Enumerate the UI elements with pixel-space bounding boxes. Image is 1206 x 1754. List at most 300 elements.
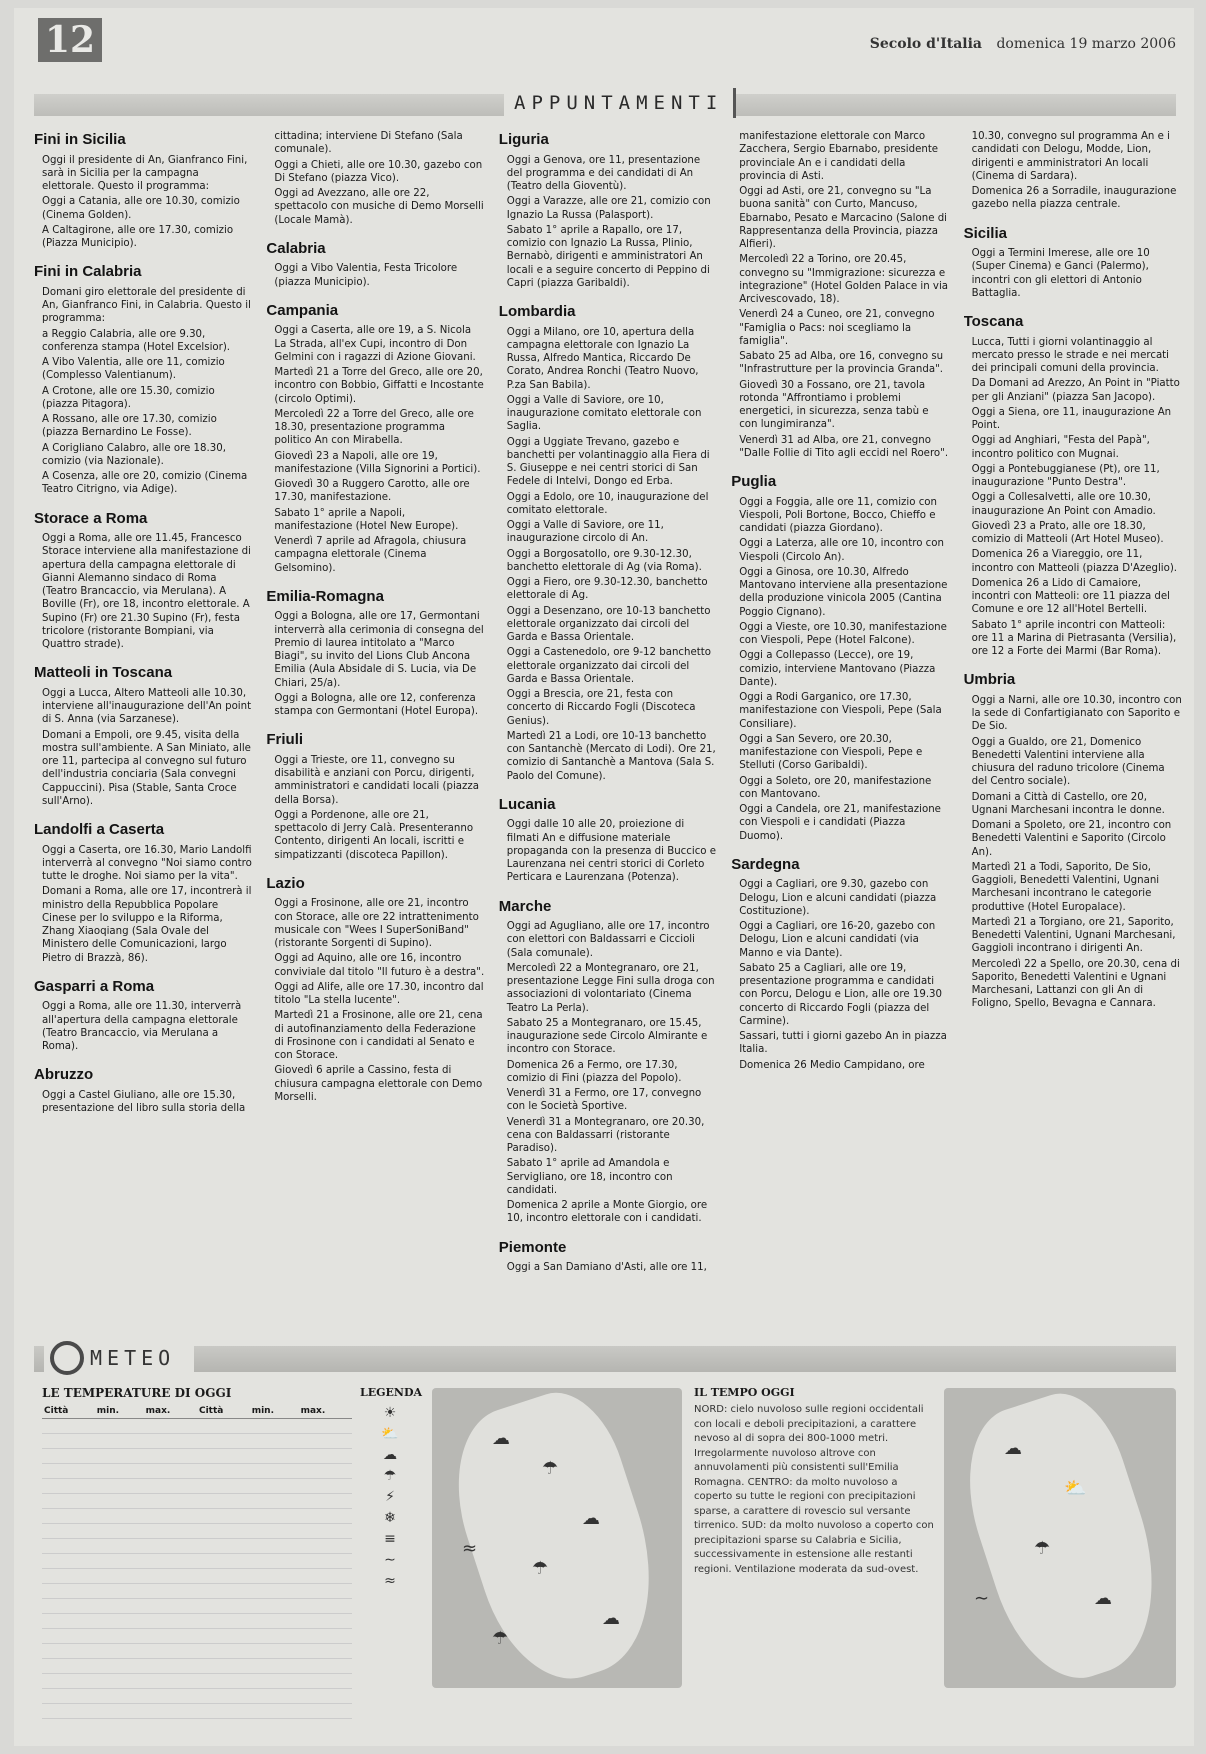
table-cell xyxy=(299,1509,352,1524)
appointment-text: Oggi a Pontebuggianese (Pt), ore 11, inaugurazione "Punto Destra". xyxy=(971,463,1160,488)
table-cell xyxy=(144,1599,197,1614)
appointment-text: Giovedì 23 a Napoli, alle ore 19, manifestazione (Villa Signorini a Portici). xyxy=(274,450,481,475)
table-row xyxy=(42,1479,352,1494)
page-number: 12 xyxy=(38,18,102,62)
table-cell xyxy=(95,1524,144,1539)
table-cell xyxy=(95,1539,144,1554)
table-cell xyxy=(250,1629,299,1644)
table-cell xyxy=(250,1509,299,1524)
appointment-text: Martedì 21 a Torgiano, ore 21, Saporito, Benedetti Valentini, Ugnani Marchesani, Gaggioli incontrano i dirigenti An. xyxy=(971,916,1176,955)
rain-icon: ☂ xyxy=(492,1628,509,1649)
appointment-block xyxy=(499,795,717,885)
table-cell xyxy=(42,1539,95,1554)
table-row xyxy=(42,1524,352,1539)
table-cell xyxy=(299,1569,352,1584)
cloud-icon: ☁ xyxy=(602,1608,620,1629)
appointment-text: Domenica 2 aprile a Monte Giorgio, ore 10, incontro elettorale con i candidati. xyxy=(506,1200,708,1225)
table-cell xyxy=(144,1584,197,1599)
section-title: APPUNTAMENTI xyxy=(504,88,736,118)
appointment-text: A Vibo Valentia, alle ore 11, comizio (Complesso Valentianum). xyxy=(42,357,225,382)
table-cell xyxy=(42,1704,95,1719)
appointment-text: Venerdì 24 a Cuneo, ore 21, convegno "Famiglia o Pacs: noi scegliamo la famiglia". xyxy=(739,309,935,347)
table-cell xyxy=(95,1644,144,1659)
table-cell xyxy=(42,1629,95,1644)
sun-icon: ☀ xyxy=(383,1405,397,1421)
appointment-text: Oggi ad Agugliano, alle ore 17, incontro con elettori con Baldassarri e Ciccioli (Sala comunale). xyxy=(506,921,710,959)
table-cell xyxy=(299,1464,352,1479)
table-cell xyxy=(144,1674,197,1689)
appointment-text: Oggi a Varazze, alle ore 21, comizio con Ignazio La Russa (Palasport). xyxy=(506,196,711,221)
paper-name: Secolo d'Italia xyxy=(869,36,982,52)
sea-rough-icon: ≈ xyxy=(462,1538,478,1559)
appointment-text: Oggi ad Asti, ore 21, convegno su "La buona sanità" con Curto, Mancuso, Ebarnabo, Pesato e Marcacino (Salone di Rappresentanza della Provincia, piazza Alfieri). xyxy=(739,186,947,250)
appointment-text: Oggi a Genova, ore 11, presentazione del programma e dei candidati di An (Teatro della Gioventù). xyxy=(506,154,701,192)
appointment-text: Oggi a Roma, alle ore 11.45, Francesco Storace interviene alla manifestazione di apertura della campagna elettorale di Gianni Alemanno sindaco di Roma (Teatro Brancaccio, via Merulana). A Boville (Fr), ore 18, incontro elettorale. A Supino (Fr) ore 21.30 Supino (Fr), festa tricolore (ristorante Bompiani, via Quattro strade). xyxy=(42,533,251,650)
table-cell xyxy=(42,1599,95,1614)
cloud-icon: ☁ xyxy=(1094,1588,1112,1609)
appointment-text: Sabato 1° aprile ad Amandola e Servigliano, ore 18, incontro con candidati. xyxy=(506,1158,673,1196)
table-cell xyxy=(42,1674,95,1689)
table-cell xyxy=(144,1614,197,1629)
table-cell xyxy=(250,1419,299,1434)
table-cell xyxy=(299,1599,352,1614)
block-heading: Sardegna xyxy=(731,855,800,873)
table-cell xyxy=(144,1704,197,1719)
temps-body xyxy=(42,1419,352,1719)
table-row xyxy=(42,1554,352,1569)
table-cell xyxy=(250,1584,299,1599)
appointment-text: Giovedì 6 aprile a Cassino, festa di chiusura campagna elettorale con Demo Morselli. xyxy=(274,1065,483,1103)
table-cell xyxy=(144,1554,197,1569)
block-heading: Lucania xyxy=(498,795,556,813)
issue-date: domenica 19 marzo 2006 xyxy=(996,36,1176,52)
snow-icon: ❄ xyxy=(384,1510,396,1526)
table-cell xyxy=(95,1659,144,1674)
table-cell xyxy=(144,1434,197,1449)
appointment-block xyxy=(499,1238,717,1275)
table-row xyxy=(42,1704,352,1719)
appointment-text: Domenica 26 a Sorradile, inaugurazione gazebo nella piazza centrale. xyxy=(971,186,1177,211)
appointment-text: Domenica 26 a Lido di Camaiore, incontri con Matteoli: ore 11 piazza del Comune e ore 12 all'Hotel Bertelli. xyxy=(971,577,1170,616)
appointment-text: Oggi a Borgosatollo, ore 9.30-12.30, banchetto elettorale di Ag (via Roma). xyxy=(506,548,702,573)
legend-item xyxy=(360,1468,420,1484)
block-heading: Landolfi a Caserta xyxy=(34,821,165,838)
appointment-text: Lucca, Tutti i giorni volantinaggio al mercato presso le strade e nei mercati dei principali comuni della provincia. xyxy=(971,336,1170,374)
appointment-text: Domenica 26 a Fermo, ore 17.30, comizio di Fini (piazza del Popolo). xyxy=(506,1059,682,1084)
appointment-text: Oggi a Narni, alle ore 10.30, incontro con la sede di Confartigianato con Saporito e De Sio. xyxy=(971,694,1182,733)
weather-map-tomorrow xyxy=(944,1388,1176,1688)
table-cell xyxy=(95,1419,144,1434)
table-cell xyxy=(299,1539,352,1554)
legend-item xyxy=(360,1531,420,1547)
appointment-text: Oggi a Candela, ore 21, manifestazione con Viespoli e i candidati (Piazza Duomo). xyxy=(739,804,941,842)
table-cell xyxy=(250,1434,299,1449)
table-cell xyxy=(250,1674,299,1689)
table-cell xyxy=(42,1419,95,1434)
table-cell xyxy=(250,1614,299,1629)
appointment-block xyxy=(34,663,252,808)
table-row xyxy=(42,1689,352,1704)
table-cell xyxy=(299,1689,352,1704)
table-cell xyxy=(299,1554,352,1569)
table-row xyxy=(42,1659,352,1674)
appointment-text: A Cosenza, alle ore 20, comizio (Cinema Teatro Citrigno, via Adige). xyxy=(42,471,248,496)
forecast-title: IL TEMPO OGGI xyxy=(694,1386,795,1399)
appointment-text: Sabato 25 a Montegranaro, ore 15.45, inaugurazione sede Circolo Almirante e incontro con Storace. xyxy=(506,1017,708,1056)
appointment-text: Venerdì 31 ad Alba, ore 21, convegno "Dalle Follie di Tito agli eccidi nel Roero". xyxy=(739,434,949,459)
block-heading: Puglia xyxy=(731,473,777,490)
appointment-text: Mercoledì 22 a Torre del Greco, alle ore 18.30, presentazione programma politico An con Mirabella. xyxy=(274,408,474,447)
table-cell xyxy=(250,1704,299,1719)
partly-cloudy-icon: ⛅ xyxy=(1064,1478,1087,1499)
table-cell xyxy=(299,1629,352,1644)
column xyxy=(731,130,949,1340)
appointment-text: a Reggio Calabria, alle ore 9.30, conferenza stampa (Hotel Excelsior). xyxy=(42,328,231,353)
appointment-block xyxy=(266,301,484,575)
col-min: min. xyxy=(95,1404,144,1419)
legend-item xyxy=(360,1510,420,1526)
block-heading: Abruzzo xyxy=(34,1066,94,1084)
partly-cloudy-icon: ⛅ xyxy=(381,1426,399,1442)
appointment-block xyxy=(499,130,717,290)
appointment-text: Mercoledì 22 a Spello, ore 20.30, cena di Saporito, Benedetti Valentini e Ugnani Marchesani, Lattanzi con gli An di Foligno, Spello, Bevagna e Cannara. xyxy=(971,958,1180,1010)
table-cell xyxy=(144,1659,197,1674)
table-cell xyxy=(197,1629,250,1644)
appointment-block xyxy=(34,509,252,652)
table-cell xyxy=(144,1479,197,1494)
table-cell xyxy=(299,1524,352,1539)
appointment-text: Oggi a Castel Giuliano, alle ore 15.30, presentazione del libro sulla storia della xyxy=(42,1089,246,1114)
cloud-icon: ☁ xyxy=(383,1447,397,1463)
table-cell xyxy=(95,1629,144,1644)
table-row xyxy=(42,1539,352,1554)
table-cell xyxy=(250,1539,299,1554)
appointment-text: Oggi a Collepasso (Lecce), ore 19, comizio, interviene Mantovano (Piazza Dante). xyxy=(739,650,936,688)
block-heading: Marche xyxy=(498,897,552,915)
appointment-text: Oggi a Vibo Valentia, Festa Tricolore (piazza Municipio). xyxy=(274,263,458,288)
table-cell xyxy=(144,1524,197,1539)
appointment-text: Venerdì 7 aprile ad Afragola, chiusura campagna elettorale (Cinema Gelsomino). xyxy=(274,536,467,574)
block-heading: Friuli xyxy=(266,731,304,749)
table-cell xyxy=(95,1674,144,1689)
table-cell xyxy=(144,1569,197,1584)
columns xyxy=(34,130,1182,1340)
appointment-text: Sabato 1° aprile a Napoli, manifestazione (Hotel New Europe). xyxy=(274,507,459,532)
appointment-text: Oggi a Trieste, ore 11, convegno su disabilità e anziani con Porcu, dirigenti, amministratori e candidati locali (piazza della Borsa). xyxy=(274,754,479,806)
table-cell xyxy=(95,1704,144,1719)
temperatures-table xyxy=(42,1386,352,1719)
block-heading: Campania xyxy=(266,301,339,319)
appointment-text: Oggi a Rodi Garganico, ore 17.30, manifestazione con Viespoli, Pepe (Sala Consiliare). xyxy=(739,692,942,730)
table-cell xyxy=(250,1554,299,1569)
column xyxy=(964,130,1182,1340)
table-cell xyxy=(197,1434,250,1449)
appointment-block xyxy=(34,262,252,496)
legend-item xyxy=(360,1552,420,1568)
block-heading: Liguria xyxy=(498,131,549,148)
table-row xyxy=(42,1419,352,1434)
table-cell xyxy=(197,1599,250,1614)
appointment-text: Oggi a Edolo, ore 10, inaugurazione del comitato elettorale. xyxy=(506,491,709,516)
table-cell xyxy=(42,1554,95,1569)
appointment-text: Oggi a Laterza, alle ore 10, incontro con Viespoli (Circolo An). xyxy=(739,538,944,563)
table-cell xyxy=(197,1539,250,1554)
table-row xyxy=(42,1434,352,1449)
block-heading: Storace a Roma xyxy=(34,509,148,527)
table-cell xyxy=(299,1659,352,1674)
appointment-text: Sabato 25 a Cagliari, alle ore 19, presentazione programma e candidati con Porcu, Delogu e Lion, alle ore 19.30 concerto di Riccardo Fogli (piazza del Carmine). xyxy=(739,962,943,1027)
table-cell xyxy=(144,1629,197,1644)
table-cell xyxy=(42,1479,95,1494)
table-cell xyxy=(250,1599,299,1614)
table-cell xyxy=(197,1524,250,1539)
appointment-text: Oggi a Valle di Saviore, ore 10, inaugurazione comitato elettorale con Saglia. xyxy=(506,394,702,433)
table-cell xyxy=(95,1434,144,1449)
column xyxy=(34,130,252,1340)
meteo-band xyxy=(34,1346,1176,1372)
appointment-block xyxy=(731,130,949,460)
appointment-text: Domani a Spoleto, ore 21, incontro con Benedetti Valentini e Saporito (Circolo An). xyxy=(971,820,1172,858)
table-cell xyxy=(197,1614,250,1629)
appointment-text: Oggi a Fiero, ore 9.30-12.30, banchetto elettorale di Ag. xyxy=(506,577,708,602)
appointment-text: Venerdì 31 a Montegranaro, ore 20.30, cena con Baldassarri (ristorante Paradiso). xyxy=(506,1116,705,1154)
appointment-text: manifestazione elettorale con Marco Zacchera, Sergio Ebarnabo, presidente provinciale An e i candidati della provincia di Asti. xyxy=(739,131,939,182)
appointment-text: Venerdì 31 a Fermo, ore 17, convegno con le Società Sportive. xyxy=(506,1088,702,1113)
table-row xyxy=(42,1614,352,1629)
appointment-block xyxy=(964,224,1182,301)
table-cell xyxy=(144,1689,197,1704)
appointment-text: Oggi a Brescia, ore 21, festa con concerto di Riccardo Fogli (Discoteca Genius). xyxy=(506,689,696,727)
appointment-text: Oggi a Castenedolo, ore 9-12 banchetto elettorale organizzato dai circoli del Garda e Bassa Orientale. xyxy=(506,647,711,685)
table-row xyxy=(42,1674,352,1689)
table-cell xyxy=(197,1569,250,1584)
table-row xyxy=(42,1494,352,1509)
sea-calm-icon: ∼ xyxy=(974,1588,990,1609)
table-cell xyxy=(95,1449,144,1464)
column xyxy=(266,130,484,1340)
appointment-block xyxy=(964,670,1182,1010)
table-cell xyxy=(299,1434,352,1449)
appointment-text: Oggi a Lucca, Altero Matteoli alle 10.30, interviene all'inaugurazione dell'An point di S. Anna (via Sarzanese). xyxy=(42,687,252,726)
col-max-2: max. xyxy=(299,1404,352,1419)
legend-item xyxy=(360,1489,420,1505)
table-row xyxy=(42,1464,352,1479)
sea-rough-icon: ≈ xyxy=(384,1573,396,1589)
table-cell xyxy=(197,1659,250,1674)
forecast-text: NORD: cielo nuvoloso sulle regioni occidentali con locali e deboli precipitazioni, a carattere nevoso al di sopra dei 800-1000 metri. Irregolarmente nuvoloso altrove con annuvolamenti più consistenti sull'Emilia Romagna. CENTRO: da molto nuvoloso a coperto su tutte le regioni con precipitazioni sparse, a carattere di rovescio sul versante tirrenico. SUD: da molto nuvoloso a coperto con precipitazioni sparse su Calabria e Sicilia, successivamente in estensione alle restanti regioni. Ventilazione moderata da sud-ovest. xyxy=(694,1404,934,1575)
appointment-text: Oggi a Cagliari, ore 9.30, gazebo con Delogu, Lion e alcuni candidati (piazza Costituzione). xyxy=(739,879,937,917)
table-cell xyxy=(299,1584,352,1599)
table-cell xyxy=(42,1464,95,1479)
appointment-text: Martedì 21 a Todi, Saporito, De Sio, Gaggioli, Benedetti Valentini, Ugnani Marchesani incontrano le categorie produttive (Hotel Europalace). xyxy=(971,861,1160,913)
appointment-block xyxy=(266,874,484,1104)
appointment-block xyxy=(34,130,252,250)
newspaper-page xyxy=(14,8,1194,1746)
rain-icon: ☂ xyxy=(383,1468,397,1484)
appointment-text: Oggi a Pordenone, alle ore 21, spettacolo di Jerry Calà. Presenteranno Contento, dirigenti An locali, iscritti e simpatizzanti (discoteca Papillon). xyxy=(274,809,474,861)
appointment-block xyxy=(499,897,717,1226)
table-cell xyxy=(197,1464,250,1479)
table-cell xyxy=(197,1419,250,1434)
table-cell xyxy=(250,1644,299,1659)
appointment-text: Mercoledì 22 a Montegranaro, ore 21, presentazione Legge Fini sulla droga con associazioni di volontariato (Cinema Teatro La Perla). xyxy=(506,962,715,1014)
appointment-text: Oggi dalle 10 alle 20, proiezione di filmati An e diffusione materiale propaganda con la presenza di Buccico e Laurenzana nei centri storici di Corleto Perticara e Laurenzana (Potenza). xyxy=(506,819,717,884)
table-cell xyxy=(95,1464,144,1479)
col-city: Città xyxy=(42,1404,95,1419)
appointment-block xyxy=(266,130,484,227)
cloud-icon: ☁ xyxy=(492,1428,510,1449)
table-cell xyxy=(197,1689,250,1704)
storm-icon: ⚡ xyxy=(385,1489,395,1505)
legend-item xyxy=(360,1405,420,1421)
appointment-block xyxy=(266,239,484,289)
appointment-text: Oggi ad Avezzano, alle ore 22, spettacolo con musiche di Demo Morselli (Locale Mamà). xyxy=(274,188,484,226)
table-cell xyxy=(95,1599,144,1614)
block-heading: Calabria xyxy=(266,239,326,257)
table-cell xyxy=(299,1479,352,1494)
temps-grid xyxy=(42,1404,352,1719)
appointment-text: Oggi ad Anghiari, "Festa del Papà", incontro politico con Mugnai. xyxy=(971,435,1150,460)
table-cell xyxy=(299,1614,352,1629)
appointment-block xyxy=(964,312,1182,658)
table-cell xyxy=(42,1509,95,1524)
weather-map-today xyxy=(432,1388,682,1688)
table-cell xyxy=(299,1704,352,1719)
appointment-text: 10.30, convegno sul programma An e i candidati con Delogu, Modde, Lion, dirigenti e amministratori An locali (Cinema di Sardara). xyxy=(971,131,1170,182)
appointment-text: Oggi a Gualdo, ore 21, Domenico Benedetti Valentini interviene alla chiusura del raduno tricolore (Cinema del Centro sociale). xyxy=(971,736,1165,788)
appointment-text: Oggi a Caserta, alle ore 19, a S. Nicola La Strada, all'ex Cupi, incontro di Don Gelmini con i ragazzi di Azione Giovani. xyxy=(274,325,476,363)
table-row xyxy=(42,1584,352,1599)
block-heading: Sicilia xyxy=(963,224,1007,242)
masthead xyxy=(870,36,1176,52)
block-heading: Piemonte xyxy=(498,1238,567,1256)
table-cell xyxy=(299,1644,352,1659)
block-heading: Lazio xyxy=(266,874,305,892)
table-cell xyxy=(42,1434,95,1449)
block-heading: Matteoli in Toscana xyxy=(34,664,173,682)
table-row xyxy=(42,1449,352,1464)
table-cell xyxy=(95,1614,144,1629)
table-cell xyxy=(144,1419,197,1434)
table-cell xyxy=(250,1494,299,1509)
appointment-text: Domenica 26 Medio Campidano, ore xyxy=(739,1059,925,1071)
appointment-text: Mercoledì 22 a Torino, ore 20.45, convegno su "Immigrazione: sicurezza e integrazione" (Hotel Golden Palace in via Arcivescovado, 18). xyxy=(739,254,949,305)
appointment-text: Oggi a Siena, ore 11, inaugurazione An Point. xyxy=(971,406,1172,431)
table-cell xyxy=(197,1584,250,1599)
appointment-text: A Caltagirone, alle ore 17.30, comizio (Piazza Municipio). xyxy=(42,224,234,249)
appointment-block xyxy=(266,730,484,862)
appointment-text: Sabato 1° aprile a Rapallo, ore 17, comizio con Ignazio La Russa, Plinio, Bernabò, dirigenti e amministratori An locali e a seguire concerto di Peppino di Capri (piazza Garibaldi). xyxy=(506,224,710,289)
col-city-2: Città xyxy=(197,1404,250,1419)
table-cell xyxy=(42,1569,95,1584)
table-cell xyxy=(144,1494,197,1509)
appointment-text: A Corigliano Calabro, alle ore 18.30, comizio (via Nazionale). xyxy=(42,442,226,467)
table-cell xyxy=(144,1464,197,1479)
table-cell xyxy=(95,1509,144,1524)
appointment-text: Oggi a Valle di Saviore, ore 11, inaugurazione circolo di An. xyxy=(506,520,664,545)
table-cell xyxy=(197,1554,250,1569)
appointment-text: Oggi a Catania, alle ore 10.30, comizio (Cinema Golden). xyxy=(42,196,240,221)
sun-icon xyxy=(50,1341,84,1375)
table-cell xyxy=(95,1554,144,1569)
temperatures-title: LE TEMPERATURE DI OGGI xyxy=(42,1386,232,1400)
table-cell xyxy=(250,1659,299,1674)
table-cell xyxy=(144,1449,197,1464)
fog-icon: ≡ xyxy=(384,1531,396,1547)
cloud-icon: ☁ xyxy=(1004,1438,1022,1459)
rain-icon: ☂ xyxy=(1034,1538,1051,1559)
appointment-text: Oggi a Ginosa, ore 10.30, Alfredo Mantovano interviene alla presentazione della produzione vinicola 2005 (Cantina Poggio Cignano). xyxy=(739,566,948,618)
appointment-text: Oggi a San Severo, ore 20.30, manifestazione con Viespoli, Pepe e Stelluti (Corso Garibaldi). xyxy=(739,733,923,772)
table-row xyxy=(42,1644,352,1659)
appointment-block xyxy=(34,1065,252,1115)
table-cell xyxy=(42,1689,95,1704)
table-row xyxy=(42,1599,352,1614)
appointment-text: Sabato 1° aprile incontri con Matteoli: ore 11 a Marina di Pietrasanta (Versilia), ore 12 a Forte dei Marmi (Bar Roma). xyxy=(971,619,1177,657)
appointment-block xyxy=(34,977,252,1054)
cloud-icon: ☁ xyxy=(582,1508,600,1529)
legend-item xyxy=(360,1447,420,1463)
appointment-text: Domani a Empoli, ore 9.45, visita della mostra sull'ambiente. A San Miniato, alle ore 11, partecipa al convegno sul futuro dell'industria conciaria (Sala convegni Cappuccini). Pisa (Stable, Santa Croce sull'Arno). xyxy=(42,729,251,807)
appointment-text: Oggi ad Alife, alle ore 17.30, incontro dal titolo "La stella lucente". xyxy=(274,981,484,1006)
table-cell xyxy=(299,1449,352,1464)
table-cell xyxy=(250,1464,299,1479)
appointment-text: Domani a Roma, alle ore 17, incontrerà il ministro della Repubblica Popolare Cinese per lo sviluppo e la Riforma, Zhang Xiaoqiang (Sala Ovale del Ministero delle Comunicazioni, largo Pietro di Brazzà, 86). xyxy=(42,886,252,964)
table-cell xyxy=(42,1614,95,1629)
table-cell xyxy=(95,1494,144,1509)
sea-calm-icon: ∼ xyxy=(384,1552,396,1568)
column xyxy=(499,130,717,1340)
table-cell xyxy=(250,1449,299,1464)
table-cell xyxy=(144,1509,197,1524)
appointment-text: Oggi a Caserta, ore 16.30, Mario Landolfi interverrà al convegno "Noi siamo contro tutte le droghe. Noi siamo per la vita". xyxy=(42,844,252,882)
appointment-text: Oggi il presidente di An, Gianfranco Fini, sarà in Sicilia per la campagna elettorale. Questo il programma: xyxy=(42,154,248,192)
appointment-text: Da Domani ad Arezzo, An Point in "Piatto per gli Anziani" (piazza San Jacopo). xyxy=(971,378,1180,403)
legend xyxy=(360,1386,423,1594)
appointment-text: Sassari, tutti i giorni gazebo An in piazza Italia. xyxy=(739,1031,947,1056)
table-cell xyxy=(197,1449,250,1464)
appointment-block xyxy=(266,587,484,719)
block-heading: Fini in Sicilia xyxy=(34,131,126,148)
legend-item xyxy=(360,1426,420,1442)
appointment-block xyxy=(731,855,949,1072)
table-cell xyxy=(197,1479,250,1494)
appointment-text: Oggi a Roma, alle ore 11.30, interverrà all'apertura della campagna elettorale (Teatro Brancaccio, via Merulana a Roma). xyxy=(42,1001,242,1052)
appointment-text: Oggi a Termini Imerese, alle ore 10 (Super Cinema) e Ganci (Palermo), incontri con gli elettori di Antonio Battaglia. xyxy=(971,248,1150,299)
table-cell xyxy=(42,1644,95,1659)
table-cell xyxy=(250,1524,299,1539)
appointment-block xyxy=(499,302,717,783)
table-cell xyxy=(144,1644,197,1659)
appointment-text: Giovedì 30 a Fossano, ore 21, tavola rotonda "Affrontiamo i problemi energetici, in sicurezza, senza tabù e con lungimiranza". xyxy=(739,379,929,431)
table-cell xyxy=(95,1569,144,1584)
table-cell xyxy=(197,1644,250,1659)
block-heading: Lombardia xyxy=(498,303,576,320)
appointment-text: Martedì 21 a Torre del Greco, alle ore 20, incontro con Bobbio, Giffatti e Incostante (circolo Optimi). xyxy=(274,367,484,405)
block-heading: Fini in Calabria xyxy=(34,263,142,281)
appointment-text: A Rossano, alle ore 17.30, comizio (piazza Bernardino Le Fosse). xyxy=(42,414,217,439)
table-cell xyxy=(250,1689,299,1704)
table-cell xyxy=(299,1419,352,1434)
table-cell xyxy=(197,1674,250,1689)
table-cell xyxy=(250,1479,299,1494)
rain-icon: ☂ xyxy=(532,1558,549,1579)
legend-title: LEGENDA xyxy=(360,1386,423,1399)
meteo-logo xyxy=(44,1336,194,1380)
appointment-text: Martedì 21 a Lodi, ore 10-13 banchetto con Santanchè (Mercato di Lodi). Ore 21, comizio di Santanchè a Mantova (Sala S. Paolo del Comune). xyxy=(506,730,716,782)
page-header xyxy=(38,14,1176,66)
appointment-text: Oggi a Soleto, ore 20, manifestazione con Mantovano. xyxy=(739,775,932,800)
